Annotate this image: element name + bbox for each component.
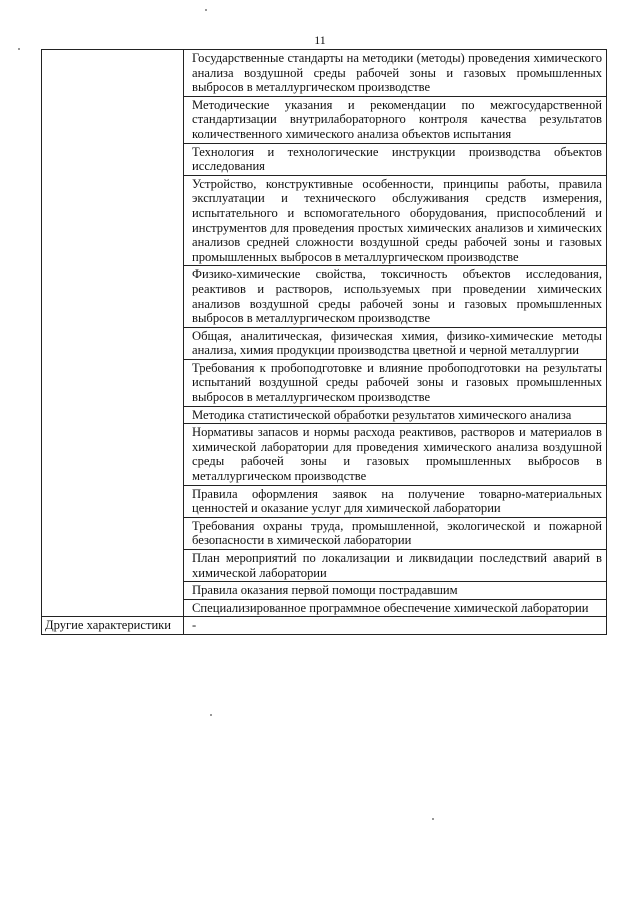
page-number: 11 xyxy=(314,33,326,47)
knowledge-item: Требования охраны труда, промышленной, экологической и пожарной безопасности в химической лаборатории xyxy=(184,517,607,549)
knowledge-item: План мероприятий по локализации и ликвидации последствий аварий в химической лаборатории xyxy=(184,550,607,582)
knowledge-item: Требования к пробоподготовке и влияние пробоподготовки на результаты испытаний воздушной среды рабочей зоны и газовых промышленных выбросов в металлургическом производстве xyxy=(184,359,607,406)
other-characteristics-label-text: Другие характеристики xyxy=(45,618,172,633)
scan-speck xyxy=(210,714,212,716)
table-row xyxy=(42,50,607,97)
knowledge-item: Физико-химические свойства, токсичность объектов исследования, реактивов и растворов, используемых при проведении химических анализов воздушной среды рабочей зоны и газовых промышленных выбросов в металлургическом производстве xyxy=(184,266,607,327)
knowledge-item: Общая, аналитическая, физическая химия, физико-химические методы анализа, химия продукции производства цветной и черной металлургии xyxy=(184,327,607,359)
scan-speck xyxy=(205,9,207,11)
table-row xyxy=(42,617,607,635)
label-cell-empty xyxy=(42,50,184,617)
knowledge-item: Технология и технологические инструкции производства объектов исследования xyxy=(184,143,607,175)
knowledge-item: Методика статистической обработки результатов химического анализа xyxy=(184,406,607,424)
knowledge-table xyxy=(41,49,607,635)
knowledge-item: Специализированное программное обеспечение химической лаборатории xyxy=(184,599,607,617)
knowledge-item: Государственные стандарты на методики (методы) проведения химического анализа воздушной среды рабочей зоны и газовых промышленных выбросов в металлургическом производстве xyxy=(184,50,607,97)
other-characteristics-value: - xyxy=(184,617,607,635)
other-characteristics-label xyxy=(42,617,184,635)
knowledge-item: Устройство, конструктивные особенности, принципы работы, правила эксплуатации и технического обслуживания средств измерения, испытательного и вспомогательного оборудования, приспособлений и инструментов для проведения простых химических анализов и химических анализов средней сложности воздушной среды рабочей зоны и газовых промышленных выбросов в металлургическом производстве xyxy=(184,175,607,266)
knowledge-item: Правила оформления заявок на получение товарно-материальных ценностей и оказание услуг для химической лаборатории xyxy=(184,485,607,517)
knowledge-item: Нормативы запасов и нормы расхода реактивов, растворов и материалов в химической лаборатории для проведения химического анализа воздушной среды рабочей зоны и газовых промышленных выбросов в металлургическом производстве xyxy=(184,424,607,485)
knowledge-item: Методические указания и рекомендации по межгосударственной стандартизации внутрилабораторного контроля качества результатов количественного химического анализа объектов испытания xyxy=(184,96,607,143)
scan-speck xyxy=(18,48,20,50)
knowledge-item: Правила оказания первой помощи пострадавшим xyxy=(184,582,607,600)
scan-speck xyxy=(432,818,434,820)
